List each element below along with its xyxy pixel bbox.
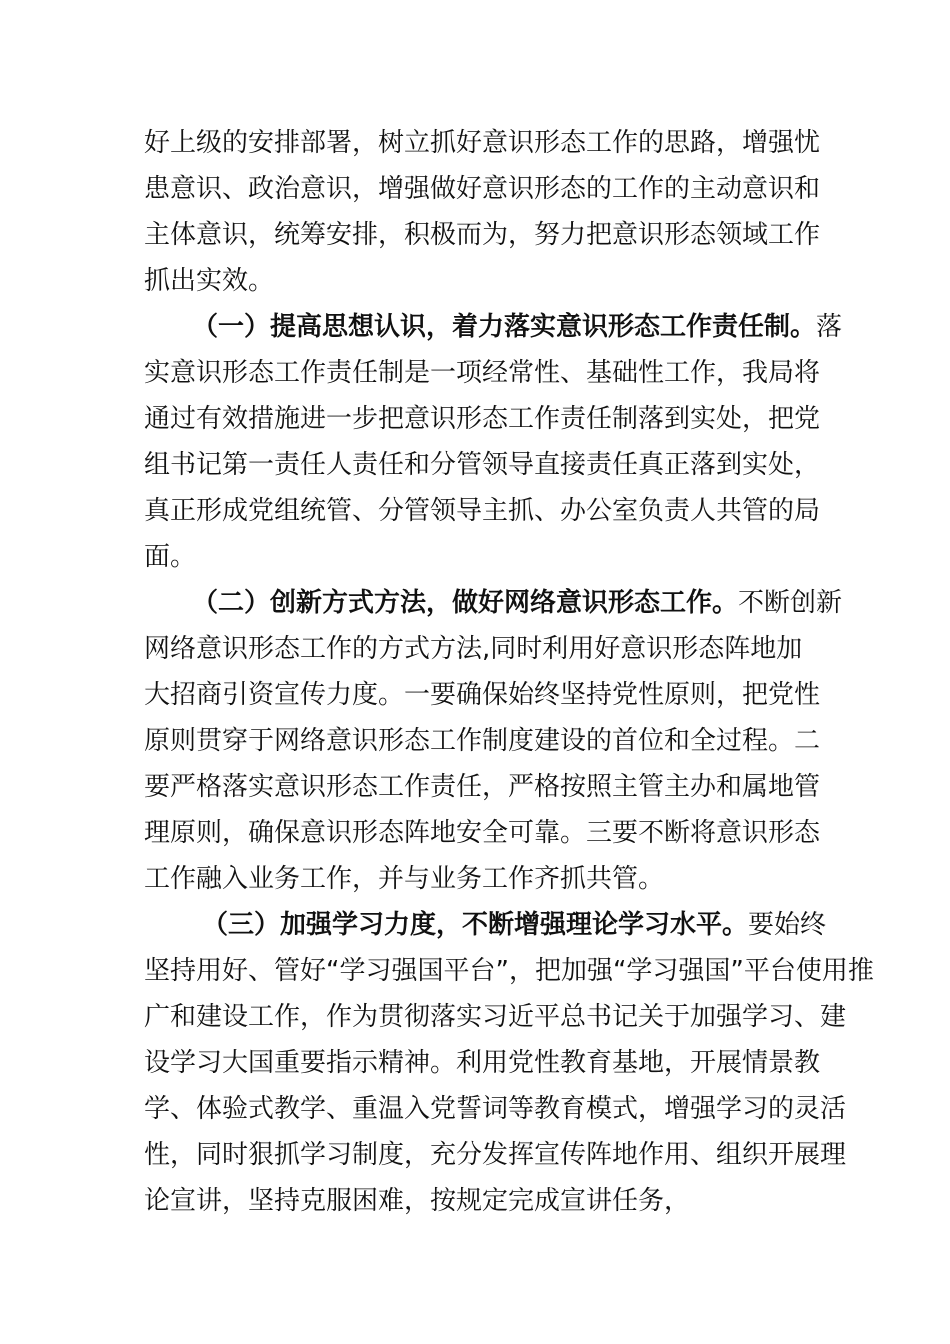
section-3-line: 设学习大国重要指示精神。利用党性教育基地，开展情景教 xyxy=(144,1048,821,1078)
section-3-line: 坚持用好、管好“学习强国平台”，把加强“学习强国”平台使用推 xyxy=(144,956,874,986)
section-1-first-line-tail: 落 xyxy=(816,312,843,342)
section-3-heading: （三）加强学习力度，不断增强理论学习水平。 xyxy=(202,910,749,940)
intro-line: 抓出实效。 xyxy=(144,266,275,296)
section-3-line: 论宣讲，坚持克服困难，按规定完成宣讲任务， xyxy=(144,1186,691,1216)
section-3-line: 学、体验式教学、重温入党誓词等教育模式，增强学习的灵活 xyxy=(144,1094,847,1124)
section-2-first-line xyxy=(144,580,843,626)
section-2-line: 要严格落实意识形态工作责任，严格按照主管主办和属地管 xyxy=(144,772,821,802)
intro-line: 患意识、政治意识，增强做好意识形态的工作的主动意识和 xyxy=(144,174,821,204)
intro-line: 好上级的安排部署，树立抓好意识形态工作的思路，增强忧 xyxy=(144,128,821,158)
section-2-heading: （二）创新方式方法，做好网络意识形态工作。 xyxy=(192,588,739,618)
section-2-line: 网络意识形态工作的方式方法,同时利用好意识形态阵地加 xyxy=(144,634,803,664)
section-2-line: 原则贯穿于网络意识形态工作制度建设的首位和全过程。二 xyxy=(144,726,821,756)
section-1-line: 实意识形态工作责任制是一项经常性、基础性工作，我局将 xyxy=(144,358,821,388)
section-1-first-line xyxy=(144,304,843,350)
section-1-line: 面。 xyxy=(144,542,197,572)
section-2-line: 理原则，确保意识形态阵地安全可靠。三要不断将意识形态 xyxy=(144,818,821,848)
section-3-line: 广和建设工作，作为贯彻落实习近平总书记关于加强学习、建 xyxy=(144,1002,847,1032)
section-3-line: 性，同时狠抓学习制度，充分发挥宣传阵地作用、组织开展理 xyxy=(144,1140,847,1170)
section-3-first-line xyxy=(144,902,827,948)
section-1-line: 真正形成党组统管、分管领导主抓、办公室负责人共管的局 xyxy=(144,496,821,526)
section-2-line: 大招商引资宣传力度。一要确保始终坚持党性原则，把党性 xyxy=(144,680,821,710)
document-body xyxy=(144,120,874,1224)
section-3-first-line-tail: 要始终 xyxy=(748,910,827,940)
section-1-line: 组书记第一责任人责任和分管领导直接责任真正落到实处， xyxy=(144,450,821,480)
section-1-heading: （一）提高思想认识，着力落实意识形态工作责任制。 xyxy=(192,312,817,342)
section-2-line: 工作融入业务工作，并与业务工作齐抓共管。 xyxy=(144,864,665,894)
intro-line: 主体意识，统筹安排，积极而为，努力把意识形态领域工作 xyxy=(144,220,821,250)
section-2-first-line-tail: 不断创新 xyxy=(738,588,843,618)
section-1-line: 通过有效措施进一步把意识形态工作责任制落到实处，把党 xyxy=(144,404,821,434)
